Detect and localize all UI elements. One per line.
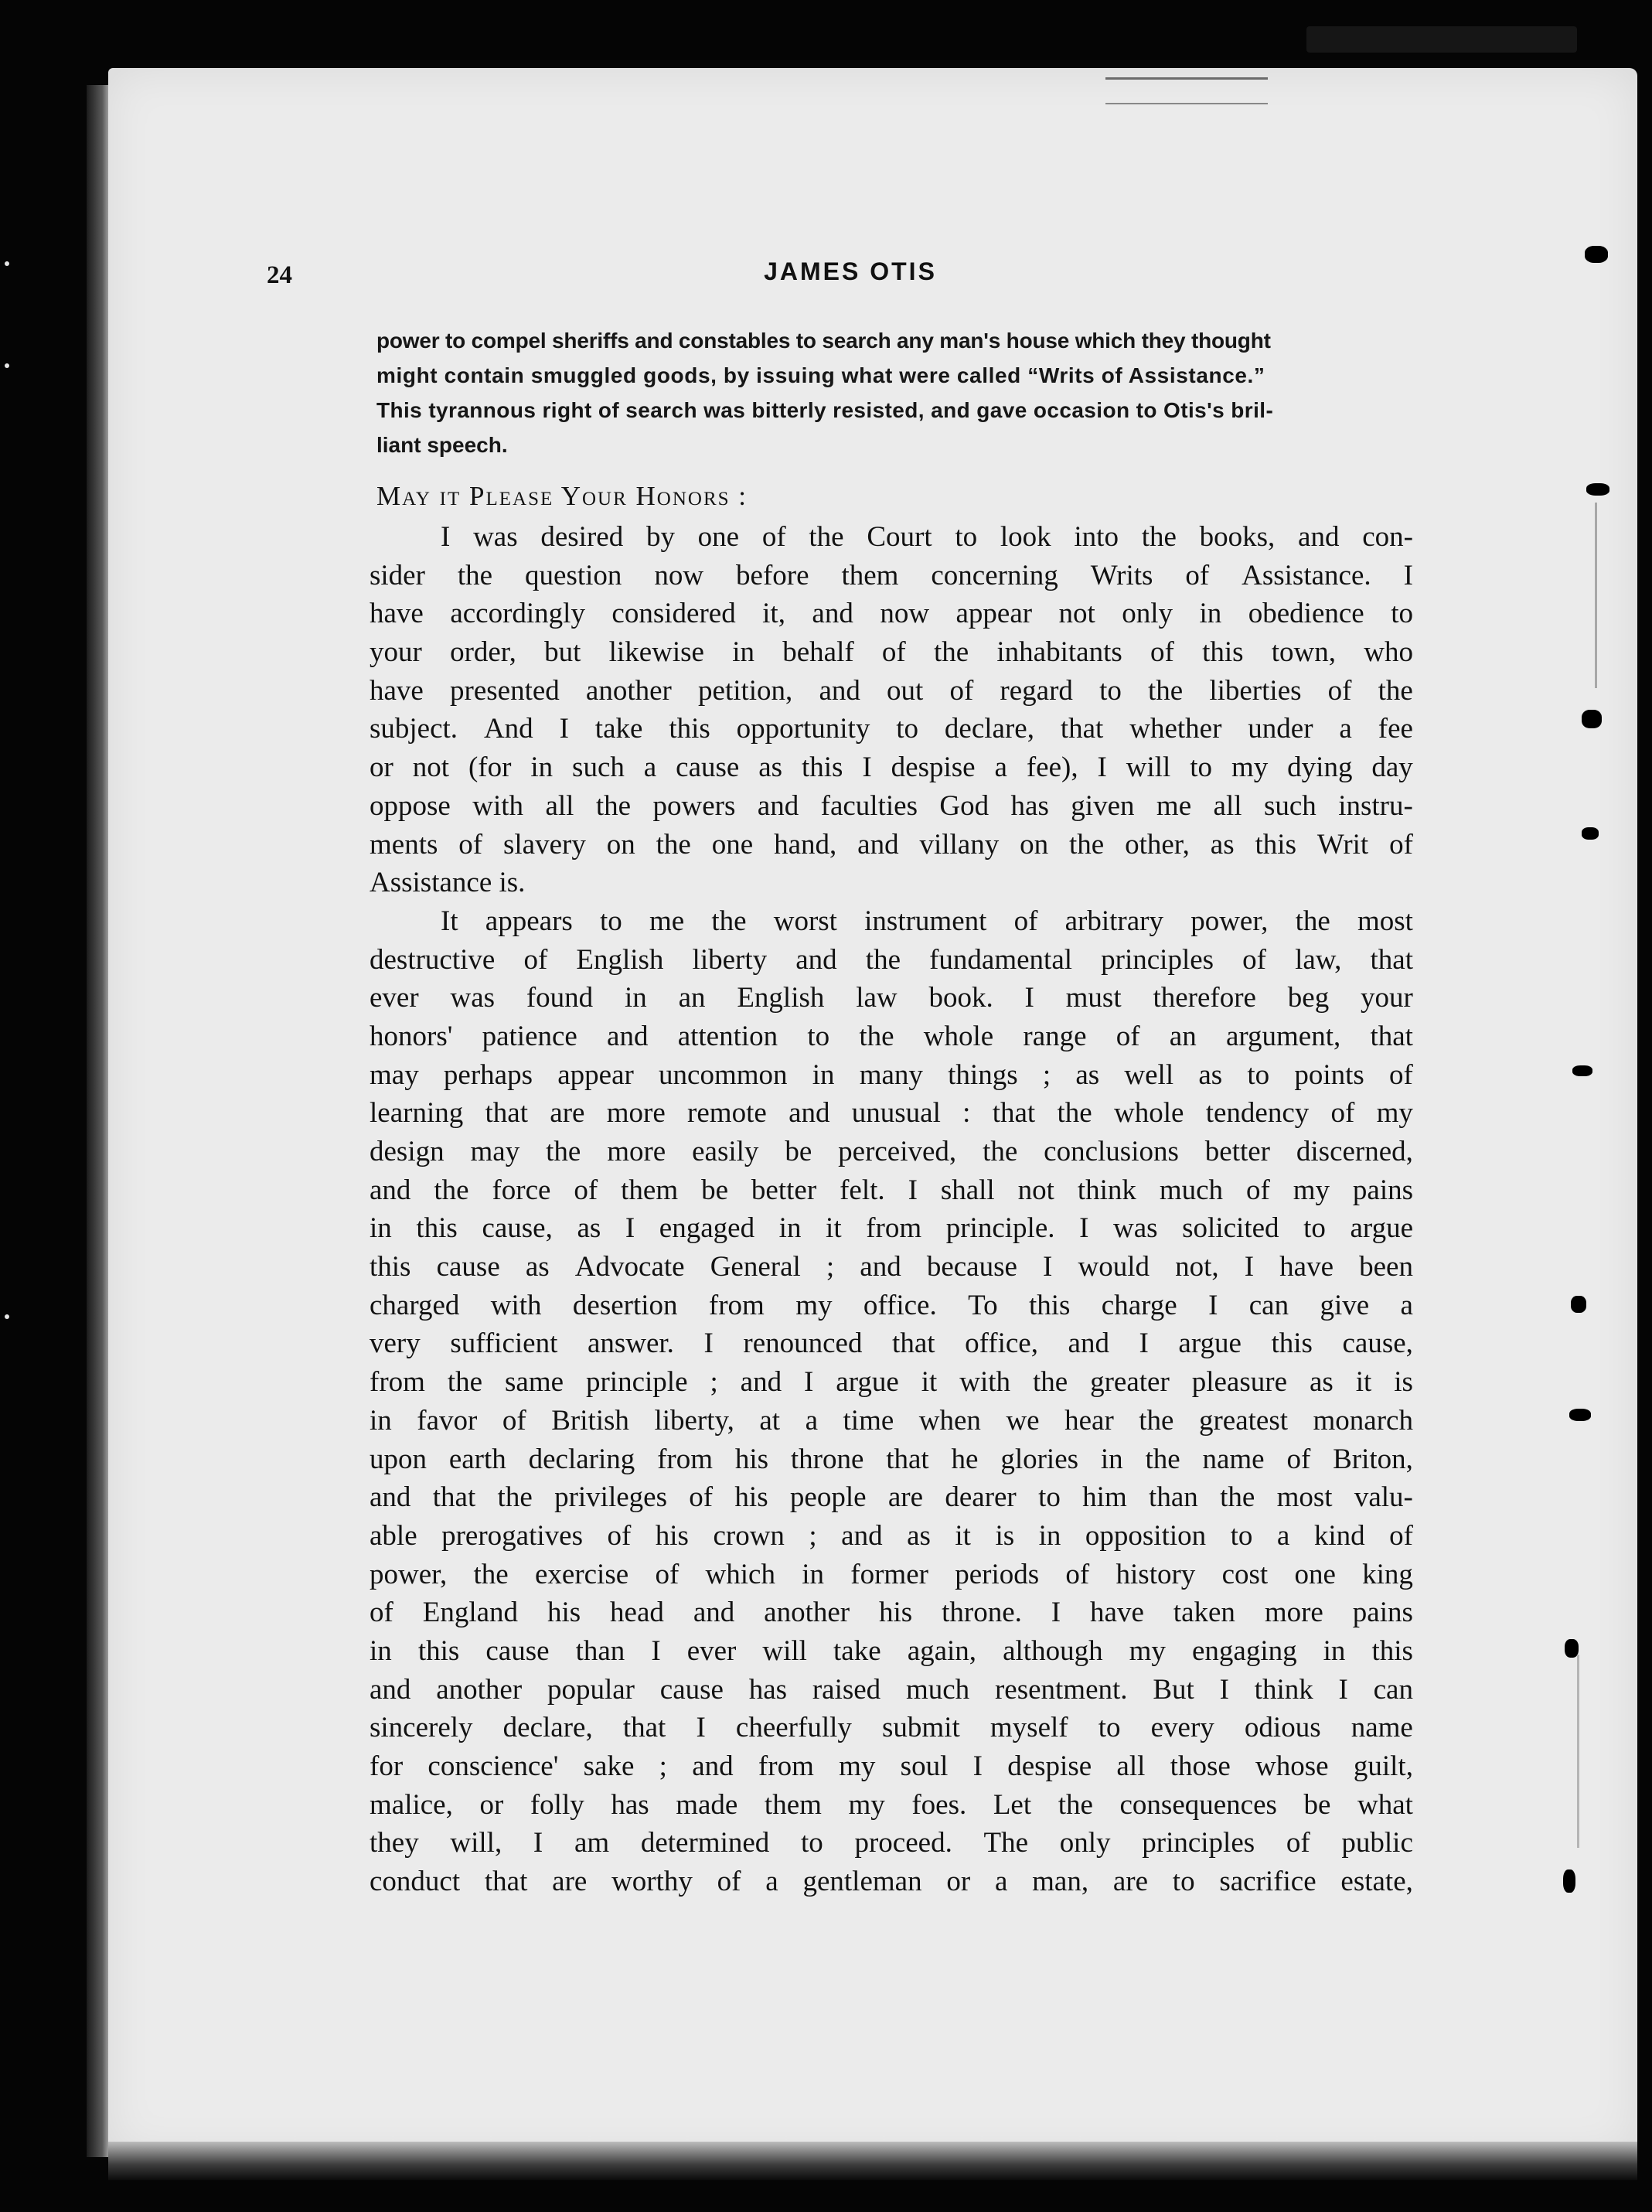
scan-top-marks	[1105, 77, 1268, 104]
body-line: learning that are more remote and unusual : that the whole tendency of my	[370, 1097, 1413, 1130]
intro-line: liant speech.	[376, 433, 508, 457]
body-line: ever was found in an English law book. I must therefore beg your	[370, 982, 1413, 1014]
body-line: and the force of them be better felt. I shall not think much of my pains	[370, 1174, 1413, 1206]
scan-top-shadow	[1306, 26, 1577, 53]
body-line: may perhaps appear uncommon in many things ; as well as to points of	[370, 1058, 1413, 1091]
margin-mark	[1572, 1065, 1592, 1076]
body-line: power, the exercise of which in former periods of history cost one king	[370, 1558, 1413, 1590]
body-line: in this cause, as I engaged in it from principle. I was solicited to argue	[370, 1212, 1413, 1245]
body-line: malice, or folly has made them my foes. Let the consequences be what	[370, 1788, 1413, 1821]
body-line: oppose with all the powers and faculties God has given me all such instru-	[370, 789, 1413, 822]
body-line: this cause as Advocate General ; and because I would not, I have been	[370, 1251, 1413, 1283]
body-line: in this cause than I ever will take again, although my engaging in this	[370, 1634, 1413, 1667]
body-line: your order, but likewise in behalf of the inhabitants of this town, who	[370, 636, 1413, 669]
page-bottom-edge	[108, 2142, 1637, 2180]
margin-mark	[1571, 1296, 1586, 1313]
body-line: from the same principle ; and I argue it with the greater pleasure as it is	[370, 1366, 1413, 1399]
body-line: and another popular cause has raised much resentment. But I think I can	[370, 1673, 1413, 1706]
body-line: in favor of British liberty, at a time when we hear the greatest monarch	[370, 1404, 1413, 1437]
body-line: sincerely declare, that I cheerfully submit myself to every odious name	[370, 1712, 1413, 1744]
body-line: sider the question now before them concerning Writs of Assistance. I	[370, 559, 1413, 591]
page-number: 24	[267, 261, 292, 289]
body-line: for conscience' sake ; and from my soul I despise all those whose guilt,	[370, 1750, 1413, 1782]
running-head: JAMES OTIS	[764, 257, 937, 285]
margin-mark	[1585, 246, 1608, 263]
body-line: upon earth declaring from his throne that he glories in the name of Briton,	[370, 1443, 1413, 1475]
body-line: destructive of English liberty and the fundamental principles of law, that	[370, 943, 1413, 976]
intro-line: power to compel sheriffs and constables to search any man's house which they thought	[376, 329, 1271, 353]
body-line: I was desired by one of the Court to look into the books, and con-	[441, 521, 1413, 553]
margin-mark	[1569, 1409, 1591, 1421]
margin-mark	[1582, 710, 1602, 728]
intro-line: This tyrannous right of search was bitterly resisted, and gave occasion to Otis's bril-	[376, 398, 1274, 422]
body-line: have presented another petition, and out of regard to the liberties of the	[370, 674, 1413, 707]
body-line: charged with desertion from my office. To this charge I can give a	[370, 1289, 1413, 1321]
body-line: subject. And I take this opportunity to declare, that whether under a fee	[370, 713, 1413, 745]
body-line: able prerogatives of his crown ; and as it is in opposition to a kind of	[370, 1519, 1413, 1552]
intro-line: might contain smuggled goods, by issuing what were called “Writs of Assistance.”	[376, 363, 1265, 387]
body-line: they will, I am determined to proceed. The only principles of public	[370, 1827, 1413, 1859]
speech-body	[370, 518, 1413, 1901]
body-line: conduct that are worthy of a gentleman or a man, are to sacrifice estate,	[370, 1866, 1413, 1898]
body-line: design may the more easily be perceived, the conclusions better discerned,	[370, 1136, 1413, 1167]
body-line: and that the privileges of his people are dearer to him than the most valu-	[370, 1481, 1413, 1514]
editorial-introduction	[376, 323, 1412, 462]
body-line: honors' patience and attention to the whole range of an argument, that	[370, 1020, 1413, 1052]
body-line: or not (for in such a cause as this I despise a fee), I will to my dying day	[370, 752, 1413, 784]
body-line: It appears to me the worst instrument of arbitrary power, the most	[441, 905, 1413, 937]
body-line: have accordingly considered it, and now appear not only in obedience to	[370, 598, 1413, 630]
margin-mark	[1586, 483, 1609, 496]
margin-pencil-line	[1595, 503, 1597, 688]
body-line: ments of slavery on the one hand, and villany on the other, as this Writ of	[370, 828, 1413, 861]
body-line: Assistance is.	[370, 867, 526, 899]
body-line: of England his head and another his throne. I have taken more pains	[370, 1597, 1413, 1629]
body-line: very sufficient answer. I renounced that office, and I argue this cause,	[370, 1328, 1413, 1360]
margin-mark	[1563, 1869, 1575, 1893]
margin-mark	[1582, 827, 1599, 840]
margin-pencil-line	[1577, 1655, 1579, 1848]
salutation: May it Please Your Honors :	[376, 481, 748, 511]
